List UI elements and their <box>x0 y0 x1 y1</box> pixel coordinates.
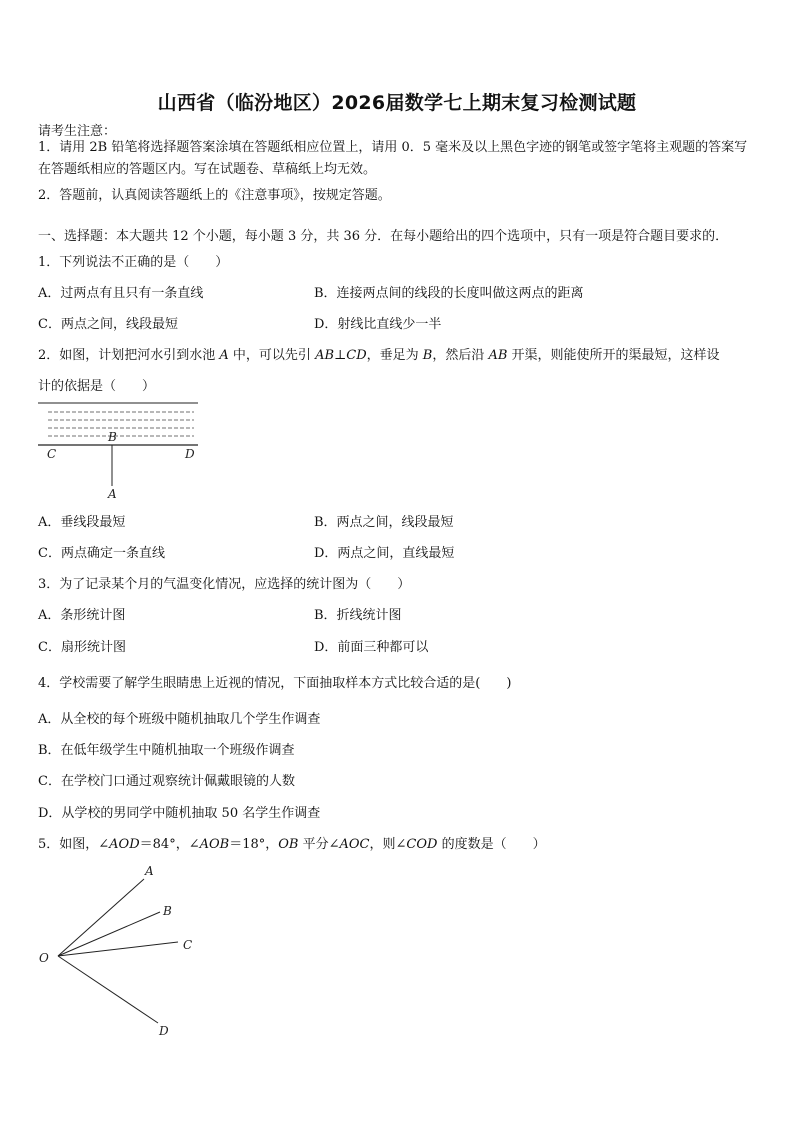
label-d: D <box>159 1024 169 1038</box>
q2-option-b: B．两点之间，线段最短 <box>314 515 454 530</box>
q5-stem: 5．如图，∠AOD＝84°，∠AOB＝18°，OB 平分∠AOC，则∠COD 的度数是（ ） <box>38 837 546 852</box>
label-c: C <box>47 447 57 461</box>
q5-angle-figure <box>38 860 208 1045</box>
q1-option-d: D．射线比直线少一半 <box>314 317 442 332</box>
q3-stem: 3．为了记录某个月的气温变化情况，应选择的统计图为（ ） <box>38 577 411 592</box>
notice-item-1: 1．请用 2B 铅笔将选择题答案涂填在答题纸相应位置上，请用 0．5 毫米及以上黑色字迹的钢笔或签字笔将主观题的答案写在答题纸相应的答题区内。写在试题卷、草稿纸上均无效。 <box>38 140 748 177</box>
page-title: 山西省（临汾地区）2026届数学七上期末复习检测试题 <box>157 92 637 114</box>
q3-option-d: D．前面三种都可以 <box>314 640 429 655</box>
label-a: A <box>108 487 117 501</box>
ray-oa <box>58 879 144 956</box>
q4-option-d: D．从学校的男同学中随机抽取 50 名学生作调查 <box>38 806 321 821</box>
label-c: C <box>183 938 193 952</box>
ray-oc <box>58 942 178 956</box>
q3-option-a: A．条形统计图 <box>38 608 126 623</box>
q3-option-c: C．扇形统计图 <box>38 640 126 655</box>
notice-item-2: 2．答题前，认真阅读答题纸上的《注意事项》，按规定答题。 <box>38 188 391 203</box>
q2-river-figure <box>38 400 208 502</box>
label-a: A <box>145 864 154 878</box>
notice-heading: 请考生注意： <box>38 124 117 139</box>
label-d: D <box>185 447 195 461</box>
q4-option-c: C．在学校门口通过观察统计佩戴眼镜的人数 <box>38 774 295 789</box>
q1-option-b: B．连接两点间的线段的长度叫做这两点的距离 <box>314 286 584 301</box>
label-b: B <box>108 430 117 444</box>
q2-stem-line2: 计的依据是（ ） <box>38 379 156 394</box>
q2-option-c: C．两点确定一条直线 <box>38 546 165 561</box>
label-b: B <box>163 904 172 918</box>
q4-option-a: A．从全校的每个班级中随机抽取几个学生作调查 <box>38 712 321 727</box>
label-o: O <box>39 951 49 965</box>
q1-stem: 1．下列说法不正确的是（ ） <box>38 255 229 270</box>
q2-stem-line1: 2．如图，计划把河水引到水池 A 中，可以先引 AB⊥CD，垂足为 B，然后沿 AB 开渠，则能使所开的渠最短，这样设 <box>38 348 720 363</box>
q3-option-b: B．折线统计图 <box>314 608 402 623</box>
q2-option-d: D．两点之间，直线最短 <box>314 546 455 561</box>
q4-option-b: B．在低年级学生中随机抽取一个班级作调查 <box>38 743 295 758</box>
ray-od <box>58 956 158 1023</box>
q2-option-a: A．垂线段最短 <box>38 515 126 530</box>
section-heading: 一、选择题：本大题共 12 个小题，每小题 3 分，共 36 分．在每小题给出的四个选项中，只有一项是符合题目要求的． <box>38 229 729 244</box>
q4-stem: 4．学校需要了解学生眼睛患上近视的情况，下面抽取样本方式比较合适的是( ) <box>38 676 512 691</box>
ray-ob <box>58 912 160 956</box>
q1-option-a: A．过两点有且只有一条直线 <box>38 286 204 301</box>
q1-option-c: C．两点之间，线段最短 <box>38 317 178 332</box>
